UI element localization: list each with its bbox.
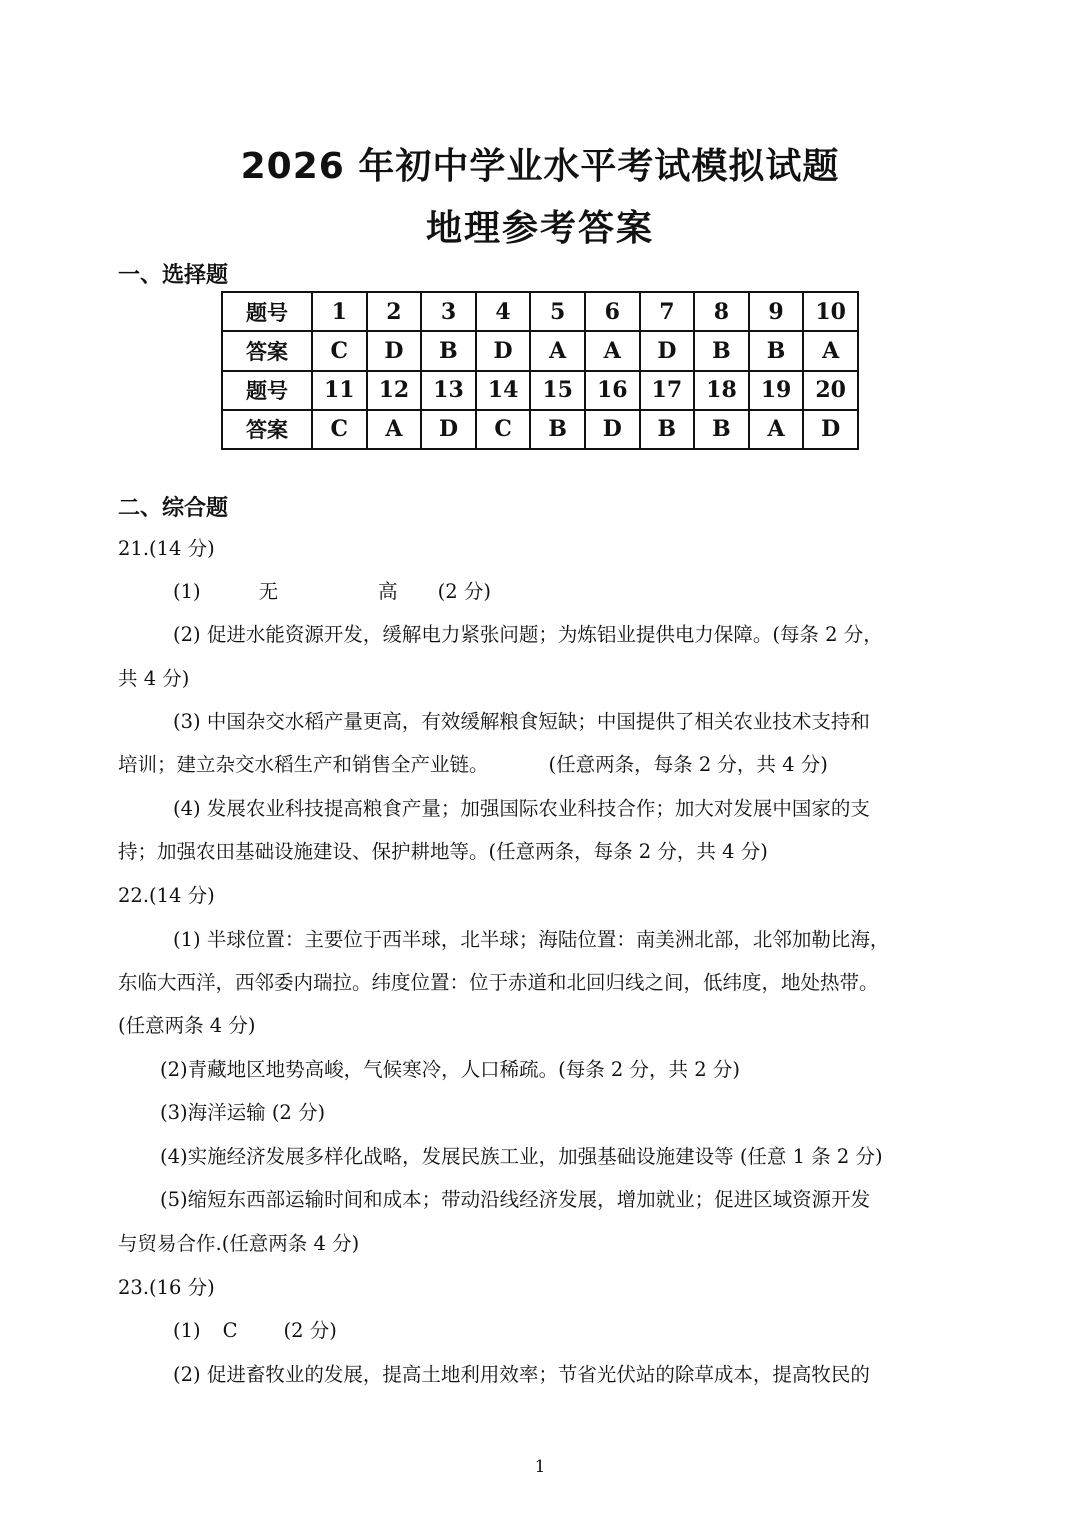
question-number: 9 <box>749 292 804 331</box>
question-number: 17 <box>640 371 695 410</box>
question-number: 4 <box>476 292 531 331</box>
q21-part1-score: (2 分) <box>437 580 491 603</box>
question-number: 15 <box>530 371 585 410</box>
answer-cell: D <box>640 331 695 370</box>
question-number: 19 <box>749 371 804 410</box>
q22-part4: (4)实施经济发展多样化战略，发展民族工业，加强基础设施建设等 (任意 1 条 2 分) <box>160 1145 883 1168</box>
answer-cell: D <box>803 410 858 449</box>
answer-cell: B <box>530 410 585 449</box>
q21-part2-line1: (2) 促进水能资源开发，缓解电力紧张问题；为炼铝业提供电力保障。(每条 2 分， <box>173 623 883 646</box>
q22-part1-line2: 东临大西洋，西邻委内瑞拉。纬度位置：位于赤道和北回归线之间，低纬度，地处热带。 <box>118 971 879 994</box>
q21-part4-line1: (4) 发展农业科技提高粮食产量；加强国际农业科技合作；加大对发展中国家的支 <box>173 797 870 820</box>
q21-part3-line1: (3) 中国杂交水稻产量更高，有效缓解粮食短缺；中国提供了相关农业技术支持和 <box>173 710 870 733</box>
page-number: 1 <box>534 1457 546 1477</box>
q22-part5-line1: (5)缩短东西部运输时间和成本；带动沿线经济发展，增加就业；促进区域资源开发 <box>160 1188 871 1211</box>
q21-part3-score: (任意两条，每条 2 分，共 4 分) <box>548 753 828 776</box>
question-number: 13 <box>421 371 476 410</box>
q22-part1-line3: (任意两条 4 分) <box>118 1014 256 1037</box>
question-number: 8 <box>694 292 749 331</box>
question-number: 5 <box>530 292 585 331</box>
answer-cell: D <box>367 331 422 370</box>
question-number: 18 <box>694 371 749 410</box>
q23-part1 <box>173 1317 337 1345</box>
section-heading-comprehensive: 二、综合题 <box>118 496 229 521</box>
q21-part2-line2: 共 4 分) <box>118 667 190 690</box>
q22-part2: (2)青藏地区地势高峻，气候寒冷，人口稀疏。(每条 2 分，共 2 分) <box>160 1058 740 1081</box>
row-label-answer: 答案 <box>222 331 312 370</box>
q22-header: 22.(14 分) <box>118 884 215 907</box>
answer-cell: B <box>640 410 695 449</box>
section-heading-choice: 一、选择题 <box>118 263 229 288</box>
table-row-numbers-1 <box>222 292 858 331</box>
question-number: 1 <box>312 292 367 331</box>
answer-cell: D <box>585 410 640 449</box>
q21-part3-text: 培训；建立杂交水稻生产和销售全产业链。 <box>118 753 489 776</box>
answer-cell: C <box>312 331 367 370</box>
question-number: 11 <box>312 371 367 410</box>
q21-header: 21.(14 分) <box>118 537 215 560</box>
answer-cell: A <box>585 331 640 370</box>
q23-part1-answer: C <box>222 1319 238 1342</box>
answer-cell: A <box>749 410 804 449</box>
table-row-answers-2 <box>222 410 858 449</box>
answer-cell: B <box>749 331 804 370</box>
q23-part1-label: (1) <box>173 1319 201 1342</box>
q23-part2-line1: (2) 促进畜牧业的发展，提高土地利用效率；节省光伏站的除草成本，提高牧民的 <box>173 1363 870 1386</box>
answer-cell: A <box>367 410 422 449</box>
answer-cell: A <box>530 331 585 370</box>
q21-part1-answer-a: 无 <box>258 580 279 603</box>
question-number: 3 <box>421 292 476 331</box>
answer-cell: B <box>694 410 749 449</box>
answer-cell: D <box>421 410 476 449</box>
row-label-answer: 答案 <box>222 410 312 449</box>
answer-cell: D <box>476 331 531 370</box>
q23-part1-score: (2 分) <box>283 1319 337 1342</box>
question-number: 2 <box>367 292 422 331</box>
answer-cell: A <box>803 331 858 370</box>
answer-cell: B <box>421 331 476 370</box>
table-row-answers-1 <box>222 331 858 370</box>
row-label-question: 题号 <box>222 371 312 410</box>
question-number: 14 <box>476 371 531 410</box>
q22-part3: (3)海洋运输 (2 分) <box>160 1101 326 1124</box>
answer-table <box>221 291 859 450</box>
q21-part1-answer-b: 高 <box>378 580 398 603</box>
q22-part5-line2: 与贸易合作.(任意两条 4 分) <box>118 1232 360 1255</box>
question-number: 16 <box>585 371 640 410</box>
q21-part1 <box>173 578 491 606</box>
question-number: 20 <box>803 371 858 410</box>
q23-header: 23.(16 分) <box>118 1276 215 1299</box>
answer-cell: C <box>312 410 367 449</box>
q21-part4-line2: 持；加强农田基础设施建设、保护耕地等。(任意两条，每条 2 分，共 4 分) <box>118 840 768 863</box>
answer-cell: C <box>476 410 531 449</box>
q21-part1-label: (1) <box>173 580 201 603</box>
question-number: 12 <box>367 371 422 410</box>
row-label-question: 题号 <box>222 292 312 331</box>
question-number: 7 <box>640 292 695 331</box>
q21-part3-line2 <box>118 751 828 779</box>
table-row-numbers-2 <box>222 371 858 410</box>
page-title: 2026 年初中学业水平考试模拟试题 <box>240 146 840 187</box>
q22-part1-line1: (1) 半球位置：主要位于西半球，北半球；海陆位置：南美洲北部，北邻加勒比海， <box>173 928 890 951</box>
question-number: 10 <box>803 292 858 331</box>
page-subtitle: 地理参考答案 <box>425 208 654 249</box>
answer-cell: B <box>694 331 749 370</box>
question-number: 6 <box>585 292 640 331</box>
